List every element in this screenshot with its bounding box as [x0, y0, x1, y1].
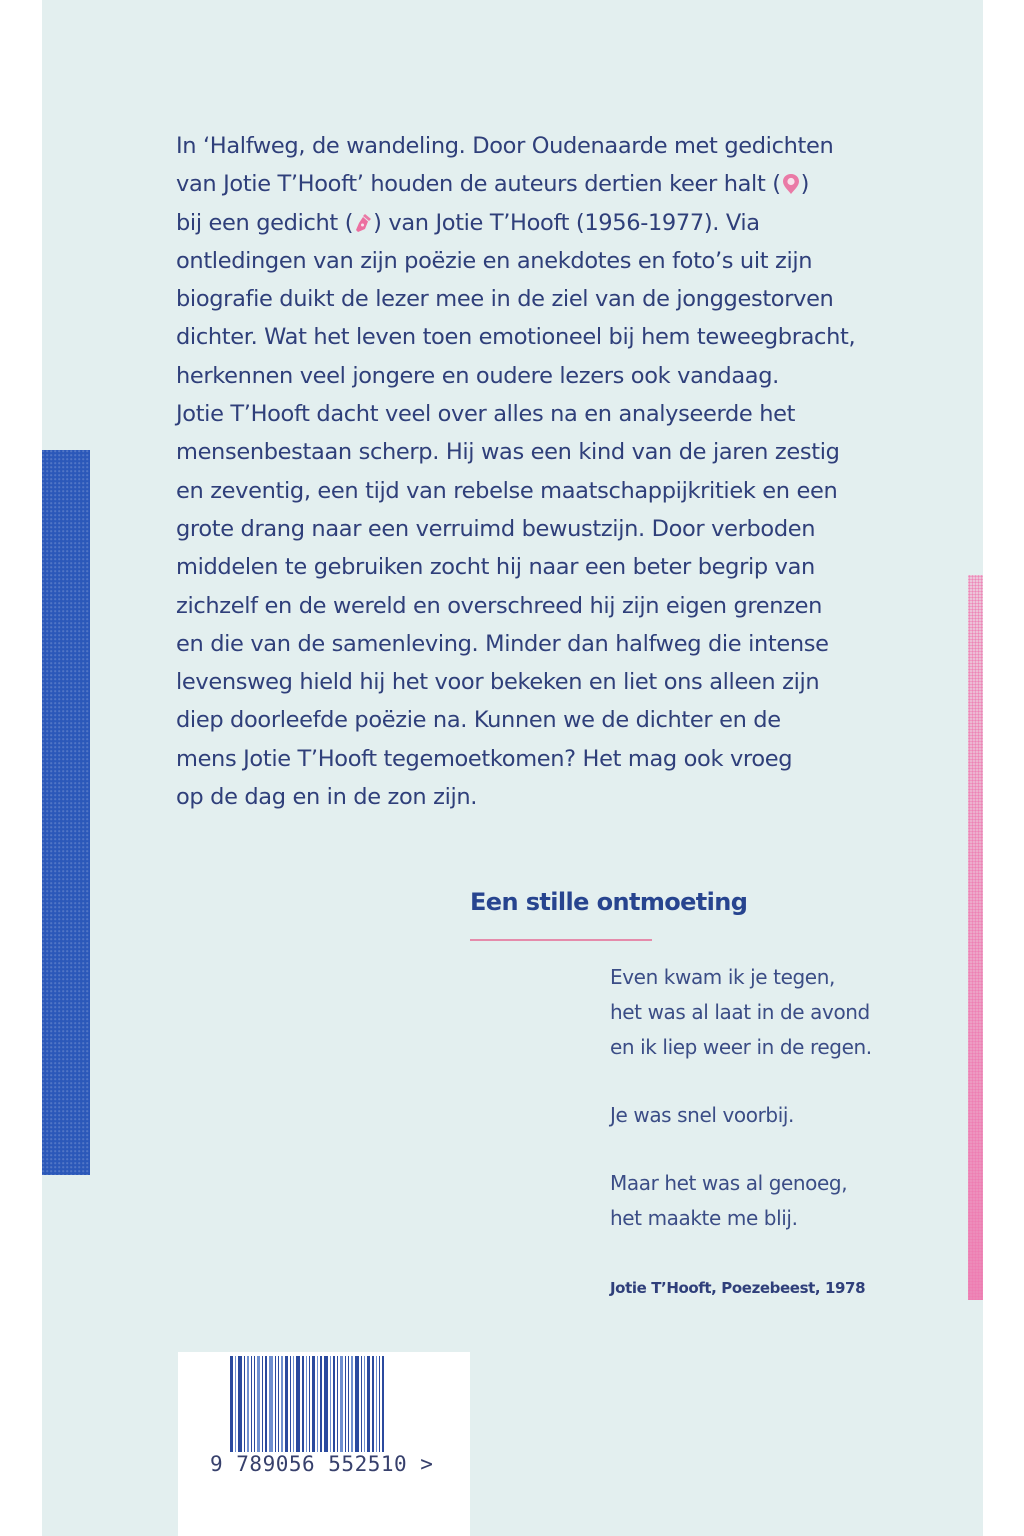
barcode-bar	[306, 1356, 307, 1460]
barcode-bar	[379, 1356, 380, 1460]
poem-attribution: Jotie T’Hooft, Poezebeest, 1978	[610, 1279, 866, 1297]
barcode-bar	[296, 1356, 300, 1460]
barcode-bar	[333, 1356, 335, 1460]
poem-title: Een stille ontmoeting	[470, 888, 748, 916]
blurb-line: en die van de samenleving. Minder dan halfweg die intense	[176, 630, 829, 657]
blurb-line: grote drang naar een verruimd bewustzijn. Door verboden	[176, 515, 816, 542]
barcode-bar	[230, 1356, 233, 1460]
poem-stanza	[610, 960, 930, 1065]
barcode-bar	[257, 1356, 260, 1460]
barcode-bar	[330, 1356, 331, 1460]
poem-stanza	[610, 1166, 930, 1236]
barcode-bar	[275, 1356, 276, 1460]
poem-verse: Maar het was al genoeg,	[610, 1171, 848, 1195]
barcode-bar	[361, 1356, 362, 1460]
blurb-text	[176, 127, 946, 816]
blurb-line: middelen te gebruiken zocht hij naar een beter begrip van	[176, 554, 815, 581]
barcode-bar	[278, 1356, 279, 1460]
barcode-bar	[265, 1356, 267, 1460]
blurb-line: en zeventig, een tijd van rebelse maatschappijkritiek en een	[176, 477, 838, 504]
barcode-bar	[364, 1356, 365, 1460]
barcode-bar	[285, 1356, 288, 1460]
barcode-bar	[247, 1356, 249, 1460]
poem-stanza	[610, 1098, 930, 1133]
blurb-line: levensweg hield hij het voor bekeken en liet ons alleen zijn	[176, 669, 820, 696]
barcode-bar	[269, 1356, 273, 1460]
barcode-bar	[345, 1356, 346, 1460]
poem-verse: Je was snel voorbij.	[610, 1103, 794, 1127]
barcode-bar	[235, 1356, 236, 1460]
blurb-line: biografie duikt de lezer mee in de ziel van de jonggestorven	[176, 286, 834, 313]
isbn-number: 9 789056 552510 >	[210, 1452, 434, 1476]
barcode-bar	[351, 1356, 353, 1460]
map-pin-icon	[781, 173, 801, 195]
barcode-bar	[290, 1356, 291, 1460]
barcode-bar	[254, 1356, 255, 1460]
barcode-bar	[372, 1356, 374, 1460]
barcode-bar	[348, 1356, 349, 1460]
barcode-bar	[320, 1356, 322, 1460]
barcode-bar	[309, 1356, 310, 1460]
blurb-line: ontledingen van zijn poëzie en anekdotes en foto’s uit zijn	[176, 247, 813, 274]
blurb-line: Jotie T’Hooft dacht veel over alles na en analyseerde het	[176, 401, 796, 428]
barcode-bar	[382, 1356, 384, 1460]
poem-body	[610, 960, 930, 1269]
barcode-bar	[376, 1356, 377, 1460]
barcode-bar	[324, 1356, 328, 1460]
blurb-line: dichter. Wat het leven toen emotioneel bij hem teweegbracht,	[176, 324, 856, 351]
barcode-bar	[355, 1356, 359, 1460]
barcode-bar	[244, 1356, 245, 1460]
blurb-line: diep doorleefde poëzie na. Kunnen we de dichter en de	[176, 707, 781, 734]
blue-halftone-stripe	[42, 450, 90, 1175]
blurb-line: zichzelf en de wereld en overschreed hij zijn eigen grenzen	[176, 592, 823, 619]
poem-verse: Even kwam ik je tegen,	[610, 965, 835, 989]
barcode-bar	[293, 1356, 294, 1460]
barcode-bar	[317, 1356, 318, 1460]
barcode-bar	[238, 1356, 242, 1460]
barcode-bar	[312, 1356, 315, 1460]
title-underline	[470, 939, 652, 941]
blurb-line: herkennen veel jongere en oudere lezers ook vandaag.	[176, 362, 779, 389]
poem-verse: het was al laat in de avond	[610, 1000, 870, 1024]
blurb-line: op de dag en in de zon zijn.	[176, 784, 478, 811]
barcode-bar	[337, 1356, 338, 1460]
blurb-line: In ‘Halfweg, de wandeling. Door Oudenaarde met gedichten	[176, 133, 834, 159]
fountain-pen-icon	[353, 212, 373, 234]
barcode-bar	[302, 1356, 304, 1460]
barcode-icon	[230, 1356, 430, 1460]
barcode-bar	[367, 1356, 370, 1460]
barcode-bar	[281, 1356, 283, 1460]
poem-verse: en ik liep weer in de regen.	[610, 1035, 872, 1059]
barcode-bar	[262, 1356, 263, 1460]
blurb-line: mensenbestaan scherp. Hij was een kind van de jaren zestig	[176, 439, 840, 466]
barcode-bar	[251, 1356, 252, 1460]
pink-halftone-stripe	[968, 575, 983, 1300]
blurb-line: van Jotie T’Hooft’ houden de auteurs dertien keer halt ( )	[176, 171, 810, 198]
poem-verse: het maakte me blij.	[610, 1206, 798, 1230]
blurb-line: mens Jotie T’Hooft tegemoetkomen? Het mag ook vroeg	[176, 745, 793, 772]
blurb-line: bij een gedicht ( ) van Jotie T’Hooft (1956-1977). Via	[176, 209, 760, 236]
barcode-bar	[340, 1356, 343, 1460]
